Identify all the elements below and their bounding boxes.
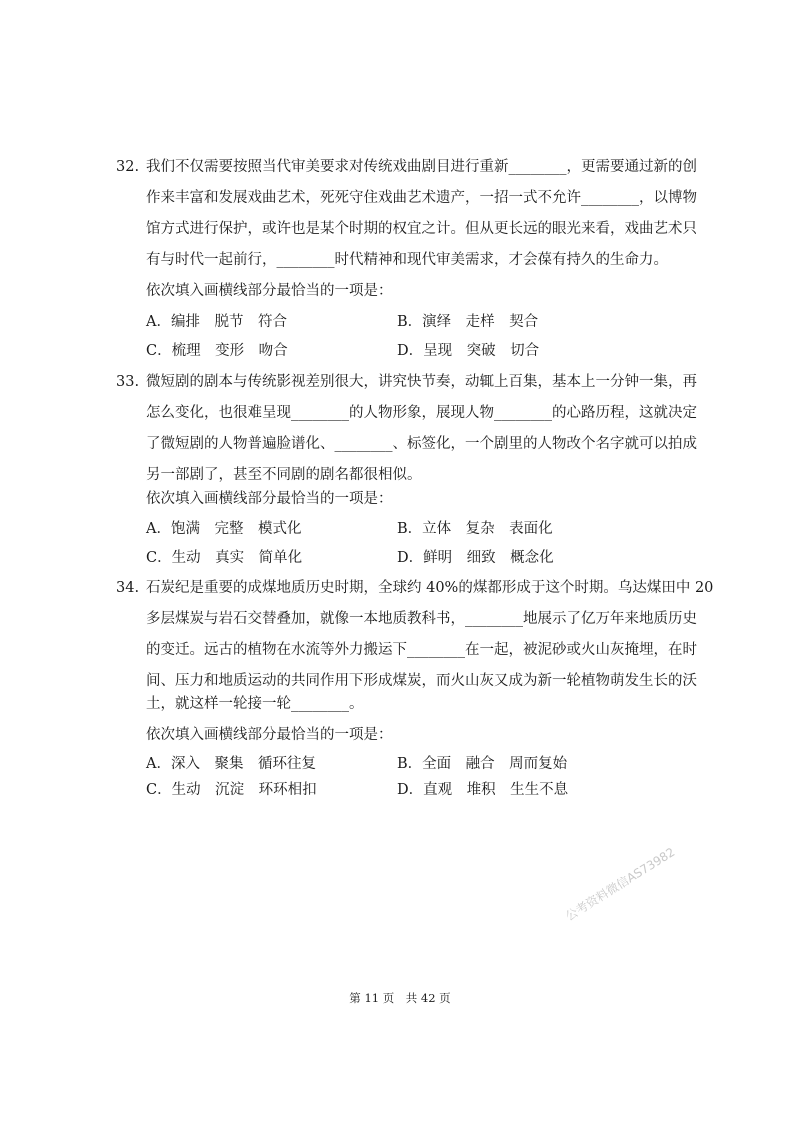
watermark: 公考资料微信AS73982 [563,844,678,924]
question-number: 34. [116,580,140,596]
option-d: D．鲜明 细致 概念化 [397,550,554,566]
option-b: B．立体 复杂 表面化 [397,521,553,537]
option-a: A．深入 聚集 循环往复 [146,756,316,772]
option-b: B．全面 融合 周而复始 [397,756,568,772]
question-text-line: 我们不仅需要按照当代审美要求对传统戏曲剧目进行重新________，更需要通过新的创 [146,159,697,175]
question-text-line: 石炭纪是重要的成煤地质历史时期，全球约 40%的煤都形成于这个时期。乌达煤田中 20 [146,580,714,596]
option-d: D．呈现 突破 切合 [397,343,540,359]
question-text-line: 有与时代一起前行，________时代精神和现代审美需求，才会葆有持久的生命力。 [146,252,668,268]
option-d: D．直观 堆积 生生不息 [397,782,569,798]
question-number: 33. [116,374,140,390]
option-a: A．编排 脱节 符合 [146,314,287,330]
question-text-line: 另一部剧了，甚至不同剧的剧名都很相似。 [146,467,422,483]
question-text-line: 作来丰富和发展戏曲艺术，死死守住戏曲艺术遗产，一招一式不允许________，以博物 [146,190,697,206]
option-c: C．生动 真实 简单化 [146,550,303,566]
question-text-line: 多层煤炭与岩石交替叠加，就像一本地质教科书，________地展示了亿万年来地质历史 [146,611,697,627]
question-text-line: 间、压力和地质运动的共同作用下形成煤炭，而火山灰又成为新一轮植物萌发生长的沃 [146,673,697,689]
question-prompt: 依次填入画横线部分最恰当的一项是： [146,727,393,743]
question-text-line: 的变迁。远古的植物在水流等外力搬运下________在一起，被泥砂或火山灰掩埋，在时 [146,642,697,658]
question-text-line: 怎么变化，也很难呈现________的人物形象，展现人物________的心路历程，这就决定 [146,405,697,421]
question-number: 32. [116,159,140,175]
option-c: C．梳理 变形 吻合 [146,343,288,359]
question-text-line: 了微短剧的人物普遍脸谱化、________、标签化，一个剧里的人物改个名字就可以拍成 [146,436,697,452]
question-text-line: 微短剧的剧本与传统影视差别很大，讲究快节奏，动辄上百集，基本上一分钟一集，再 [146,374,697,390]
page-footer: 第 11 页 共 42 页 [349,991,451,1005]
question-text-line: 馆方式进行保护，或许也是某个时期的权宜之计。但从更长远的眼光来看，戏曲艺术只 [146,221,697,237]
option-b: B．演绎 走样 契合 [397,314,539,330]
option-a: A．饱满 完整 模式化 [146,521,302,537]
question-prompt: 依次填入画横线部分最恰当的一项是： [146,491,393,507]
question-prompt: 依次填入画横线部分最恰当的一项是： [146,283,393,299]
question-text-line: 土，就这样一轮接一轮________。 [146,696,364,712]
option-c: C．生动 沉淀 环环相扣 [146,782,317,798]
